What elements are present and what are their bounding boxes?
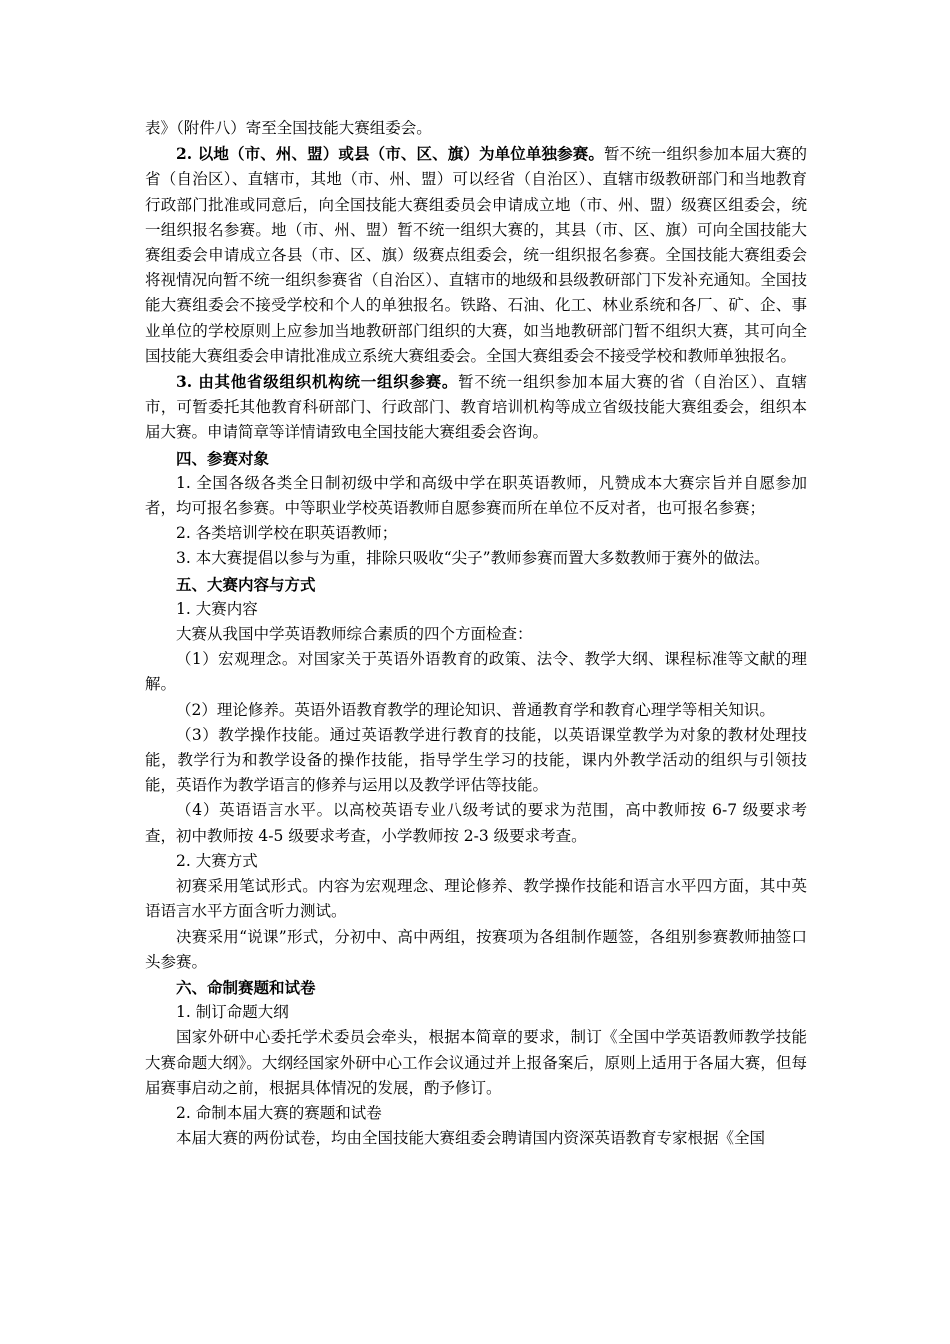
subheading: 2. 命制本届大赛的赛题和试卷 (176, 1103, 382, 1122)
paragraph-item: 3. 本大赛提倡以参与为重，排除只吸收“尖子”教师参赛而置大多数教师于赛外的做法。 (176, 549, 770, 568)
paragraph-item: （4）英语语言水平。以高校英语专业八级考试的要求为范围，高中教师按 6-7 级要求考查，初中教师按 4-5 级要求考查，小学教师按 2-3 级要求考查。 (145, 801, 807, 845)
paragraph-item: （1）宏观理念。对国家关于英语外语教育的政策、法令、教学大纲、课程标准等文献的理解。 (145, 650, 807, 694)
paragraph-item: 2. 各类培训学校在职英语教师； (176, 524, 398, 543)
paragraph-body: 暂不统一组织参加本届大赛的省（自治区）、直辖市，可暂委托其他教育科研部门、行政部门、教育培训机构等成立省级技能大赛组委会，组织本届大赛。申请简章等详情请致电全国技能大赛组委会咨询。 (145, 373, 807, 442)
paragraph-item: 大赛从我国中学英语教师综合素质的四个方面检查： (176, 625, 533, 644)
subheading: 2. 大赛方式 (176, 851, 258, 870)
paragraph-provincial-entry (145, 369, 807, 446)
paragraph-lead: 3. 由其他省级组织机构统一组织参赛。 (176, 372, 459, 392)
section-heading-content-format: 五、大赛内容与方式 (176, 574, 316, 594)
subheading: 1. 制订命题大纲 (176, 1003, 289, 1022)
paragraph-lead: 2. 以地（市、州、盟）或县（市、区、旗）为单位单独参赛。 (176, 144, 604, 164)
paragraph-body: 暂不统一组织参加本届大赛的省（自治区）、直辖市，其地（市、州、盟）可以经省（自治区）、直辖市级教研部门和当地教育行政部门批准或同意后，向全国技能大赛组委员会申请成立地（市、州、盟）级赛区组委会，统一组织报名参赛。地（市、州、盟）暂不统一组织大赛的，其县（市、区、旗）可向全国技能大赛组委会申请成立各县（市、区、旗）级赛点组委会，统一组织报名参赛。全国技能大赛组委会将视情况向暂不统一组织参赛省（自治区）、直辖市的地级和县级教研部门下发补充通知。全国技能大赛组委会不接受学校和个人的单独报名。铁路、石油、化工、林业系统和各厂、矿、企、事业单位的学校原则上应参加当地教研部门组织的大赛，如当地教研部门暂不组织大赛，其可向全国技能大赛组委会申请批准成立系统大赛组委会。全国大赛组委会不接受学校和教师单独报名。 (145, 145, 807, 365)
paragraph-continuation: 表》（附件八）寄至全国技能大赛组委会。 (145, 119, 432, 137)
document-page (145, 116, 807, 1151)
paragraph-item: 决赛采用“说课”形式，分初中、高中两组，按赛项为各组制作题签，各组别参赛教师抽签口头参赛。 (145, 927, 807, 971)
paragraph-item: （3）教学操作技能。通过英语教学进行教育的技能，以英语课堂教学为对象的教材处理技能，教学行为和教学设备的操作技能，指导学生学习的技能，课内外教学活动的组织与引领技能，英语作为教学语言的修养与运用以及教学评估等技能。 (145, 725, 807, 795)
paragraph-item: 国家外研中心委托学术委员会牵头，根据本简章的要求，制订《全国中学英语教师教学技能大赛命题大纲》。大纲经国家外研中心工作会议通过并上报备案后，原则上适用于各届大赛，但每届赛事启动之前，根据具体情况的发展，酌予修订。 (145, 1028, 807, 1097)
paragraph-prefecture-entry (145, 141, 807, 369)
paragraph-item: 本届大赛的两份试卷，均由全国技能大赛组委会聘请国内资深英语教育专家根据《全国 (176, 1129, 766, 1148)
section-heading-exam-papers: 六、命制赛题和试卷 (176, 977, 316, 997)
paragraph-item: （2）理论修养。英语外语教育教学的理论知识、普通教育学和教育心理学等相关知识。 (176, 700, 775, 719)
paragraph-item: 初赛采用笔试形式。内容为宏观理念、理论修养、教学操作技能和语言水平四方面，其中英语语言水平方面含听力测试。 (145, 877, 807, 921)
subheading: 1. 大赛内容 (176, 599, 258, 618)
section-heading-participants: 四、参赛对象 (176, 448, 270, 468)
paragraph-item: 1. 全国各级各类全日制初级中学和高级中学在职英语教师，凡赞成本大赛宗旨并自愿参加者，均可报名参赛。中等职业学校英语教师自愿参赛而所在单位不反对者，也可报名参赛； (145, 473, 807, 518)
